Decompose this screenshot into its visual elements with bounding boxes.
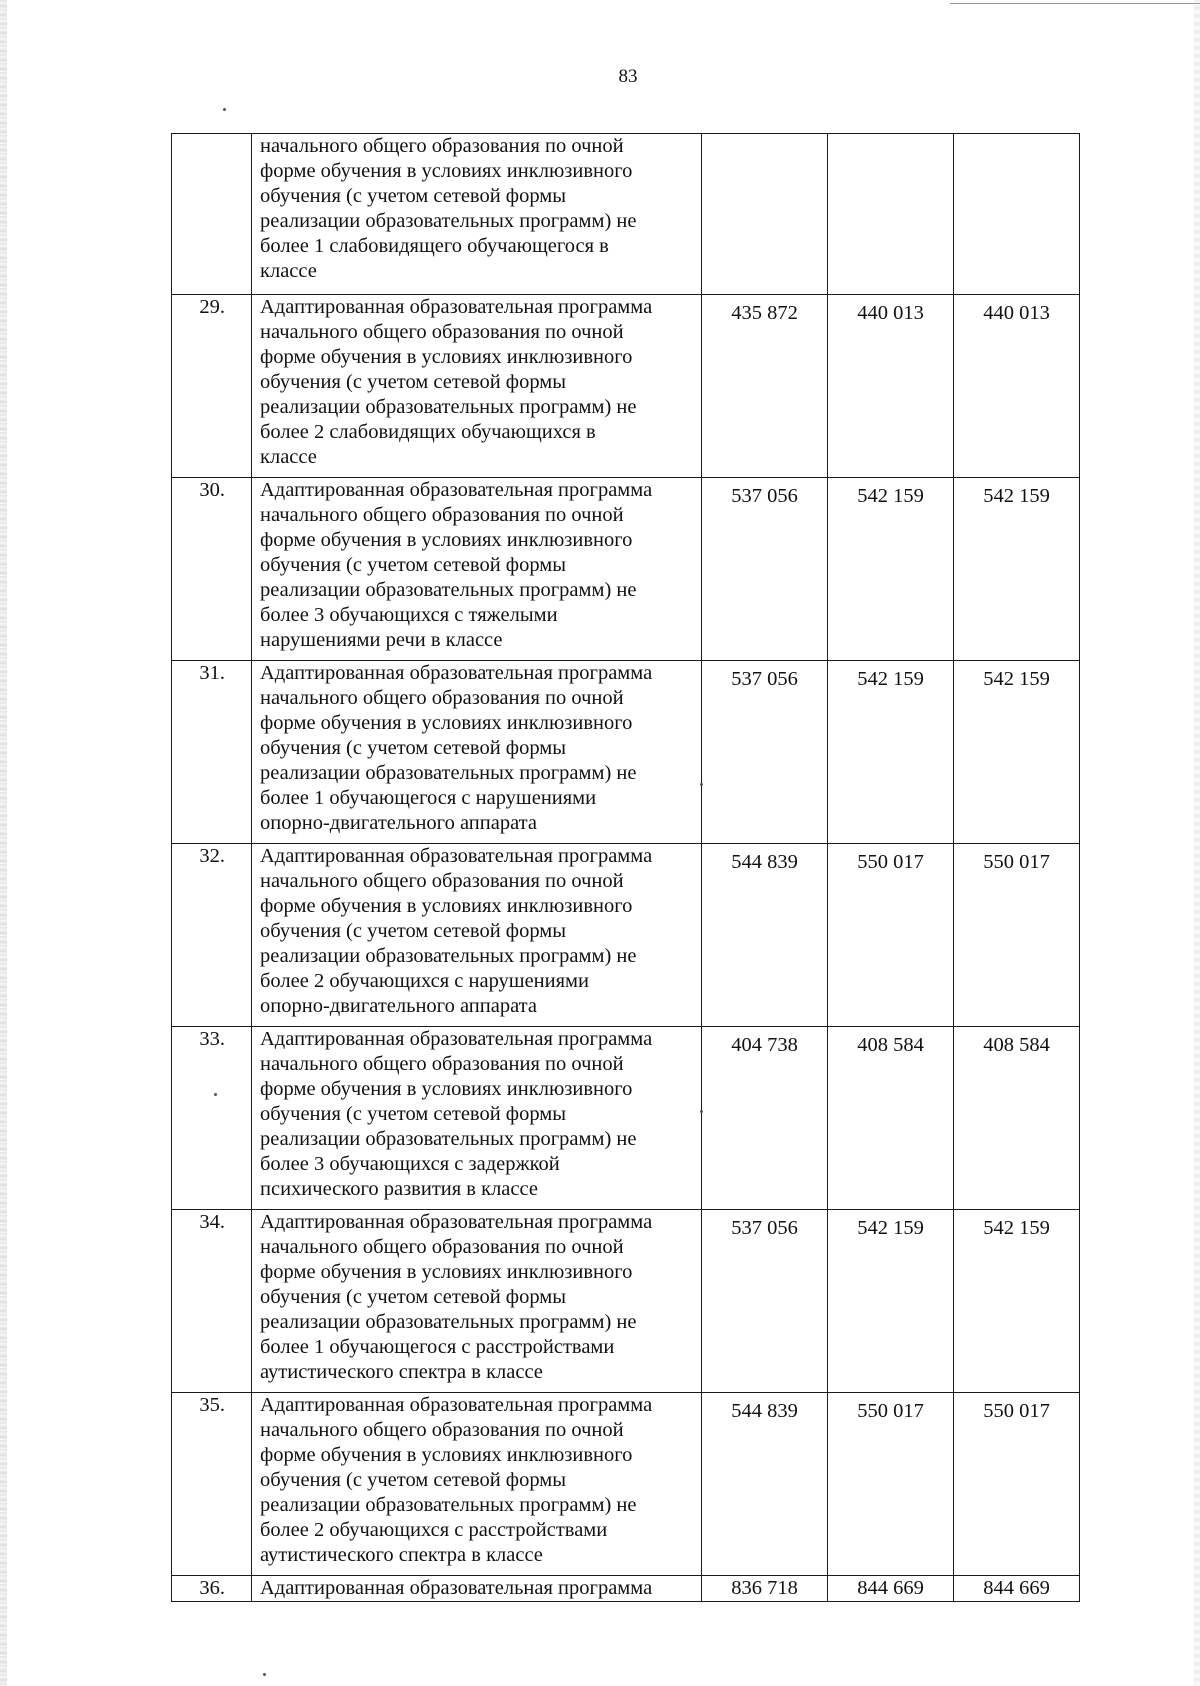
description-line: реализации образовательных программ) не [260, 1128, 637, 1150]
row-number: 31. [172, 661, 252, 844]
value-year-3: 844 669 [954, 1576, 1080, 1602]
description-line: начального общего образования по очной [260, 504, 624, 526]
description-line: форме обучения в условиях инклюзивного [260, 1261, 633, 1283]
description-line: Адаптированная образовательная программа [260, 662, 653, 684]
description-line: начального общего образования по очной [260, 687, 624, 709]
program-description [252, 478, 702, 661]
description-line: реализации образовательных программ) не [260, 579, 637, 601]
description-line: более 2 слабовидящих обучающихся в [260, 421, 596, 443]
description-line: начального общего образования по очной [260, 1419, 624, 1441]
description-line: форме обучения в условиях инклюзивного [260, 895, 633, 917]
description-line: Адаптированная образовательная программа [260, 1028, 653, 1050]
value-year-3 [954, 134, 1080, 295]
description-line: форме обучения в условиях инклюзивного [260, 346, 633, 368]
value-year-1: 544 839 [702, 1393, 828, 1576]
value-year-1: 537 056 [702, 661, 828, 844]
value-year-2: 550 017 [828, 1393, 954, 1576]
value-year-1: 404 738 [702, 1027, 828, 1210]
value-year-3: 440 013 [954, 295, 1080, 478]
description-line: форме обучения в условиях инклюзивного [260, 712, 633, 734]
description-line: реализации образовательных программ) не [260, 210, 637, 232]
value-year-2: 542 159 [828, 478, 954, 661]
scan-top-line [950, 3, 1200, 4]
table-row [172, 1210, 1080, 1393]
description-line: опорно-двигательного аппарата [260, 995, 537, 1017]
row-number: 33. [172, 1027, 252, 1210]
description-line: обучения (с учетом сетевой формы [260, 554, 567, 576]
description-line: форме обучения в условиях инклюзивного [260, 1078, 633, 1100]
value-year-2: 844 669 [828, 1576, 954, 1602]
value-year-2: 408 584 [828, 1027, 954, 1210]
row-number: 32. [172, 844, 252, 1027]
description-line: обучения (с учетом сетевой формы [260, 737, 567, 759]
program-description [252, 1027, 702, 1210]
description-line: начального общего образования по очной [260, 321, 624, 343]
scan-speck [223, 108, 226, 111]
description-line: более 1 слабовидящего обучающегося в [260, 235, 609, 257]
table-row [172, 1393, 1080, 1576]
value-year-2: 542 159 [828, 661, 954, 844]
table-row [172, 844, 1080, 1027]
description-line: Адаптированная образовательная программа [260, 1394, 653, 1416]
description-line: Адаптированная образовательная программа [260, 479, 653, 501]
table-row [172, 295, 1080, 478]
description-line: начального общего образования по очной [260, 1053, 624, 1075]
tariff-table [171, 133, 1080, 1602]
description-line: Адаптированная образовательная программа [260, 296, 653, 318]
description-line: реализации образовательных программ) не [260, 1494, 637, 1516]
description-line: обучения (с учетом сетевой формы [260, 371, 567, 393]
description-line: обучения (с учетом сетевой формы [260, 185, 567, 207]
value-year-2: 440 013 [828, 295, 954, 478]
value-year-3: 542 159 [954, 661, 1080, 844]
description-line: опорно-двигательного аппарата [260, 812, 537, 834]
row-number: 36. [172, 1576, 252, 1602]
row-number: 29. [172, 295, 252, 478]
description-line: начального общего образования по очной [260, 135, 624, 157]
value-year-1 [702, 134, 828, 295]
table-row [172, 478, 1080, 661]
row-number: 34. [172, 1210, 252, 1393]
value-year-3: 550 017 [954, 844, 1080, 1027]
value-year-1: 537 056 [702, 1210, 828, 1393]
value-year-1: 544 839 [702, 844, 828, 1027]
program-description [252, 134, 702, 295]
row-number: 35. [172, 1393, 252, 1576]
description-line: более 2 обучающихся с расстройствами [260, 1519, 608, 1541]
value-year-1: 435 872 [702, 295, 828, 478]
program-description [252, 1210, 702, 1393]
description-line: обучения (с учетом сетевой формы [260, 920, 567, 942]
description-line: более 1 обучающегося с расстройствами [260, 1336, 615, 1358]
description-line: форме обучения в условиях инклюзивного [260, 529, 633, 551]
description-line: Адаптированная образовательная программа [260, 1577, 653, 1599]
description-line: реализации образовательных программ) не [260, 396, 637, 418]
value-year-2 [828, 134, 954, 295]
description-line: более 1 обучающегося с нарушениями [260, 787, 597, 809]
description-line: Адаптированная образовательная программа [260, 845, 653, 867]
value-year-3: 542 159 [954, 1210, 1080, 1393]
description-line: начального общего образования по очной [260, 1236, 624, 1258]
table-body [172, 134, 1080, 1602]
scan-speck [263, 1673, 266, 1676]
value-year-1: 537 056 [702, 478, 828, 661]
row-number [172, 134, 252, 295]
scan-speck [214, 1093, 217, 1096]
description-line: более 3 обучающихся с задержкой [260, 1153, 560, 1175]
description-line: обучения (с учетом сетевой формы [260, 1469, 567, 1491]
value-year-1: 836 718 [702, 1576, 828, 1602]
description-line: психического развития в классе [260, 1178, 538, 1200]
program-description [252, 844, 702, 1027]
description-line: реализации образовательных программ) не [260, 762, 637, 784]
description-line: начального общего образования по очной [260, 870, 624, 892]
description-line: реализации образовательных программ) не [260, 945, 637, 967]
description-line: обучения (с учетом сетевой формы [260, 1286, 567, 1308]
value-year-3: 408 584 [954, 1027, 1080, 1210]
description-line: более 3 обучающихся с тяжелыми [260, 604, 558, 626]
table-row [172, 134, 1080, 295]
description-line: нарушениями речи в классе [260, 629, 503, 651]
value-year-3: 550 017 [954, 1393, 1080, 1576]
program-description [252, 1576, 702, 1602]
description-line: форме обучения в условиях инклюзивного [260, 1444, 633, 1466]
program-description [252, 1393, 702, 1576]
description-line: аутистического спектра в классе [260, 1361, 543, 1383]
row-number: 30. [172, 478, 252, 661]
description-line: классе [260, 260, 317, 282]
value-year-2: 550 017 [828, 844, 954, 1027]
value-year-3: 542 159 [954, 478, 1080, 661]
program-description [252, 661, 702, 844]
scan-speck [700, 1110, 703, 1113]
table-row [172, 1027, 1080, 1210]
description-line: обучения (с учетом сетевой формы [260, 1103, 567, 1125]
description-line: классе [260, 446, 317, 468]
scan-edge-right [1194, 0, 1200, 1686]
table-row [172, 1576, 1080, 1602]
table-row [172, 661, 1080, 844]
page-number: 83 [618, 66, 638, 87]
description-line: реализации образовательных программ) не [260, 1311, 637, 1333]
description-line: более 2 обучающихся с нарушениями [260, 970, 590, 992]
scan-speck [700, 783, 703, 786]
description-line: аутистического спектра в классе [260, 1544, 543, 1566]
description-line: Адаптированная образовательная программа [260, 1211, 653, 1233]
value-year-2: 542 159 [828, 1210, 954, 1393]
program-description [252, 295, 702, 478]
scan-edge-left [0, 0, 7, 1686]
description-line: форме обучения в условиях инклюзивного [260, 160, 633, 182]
